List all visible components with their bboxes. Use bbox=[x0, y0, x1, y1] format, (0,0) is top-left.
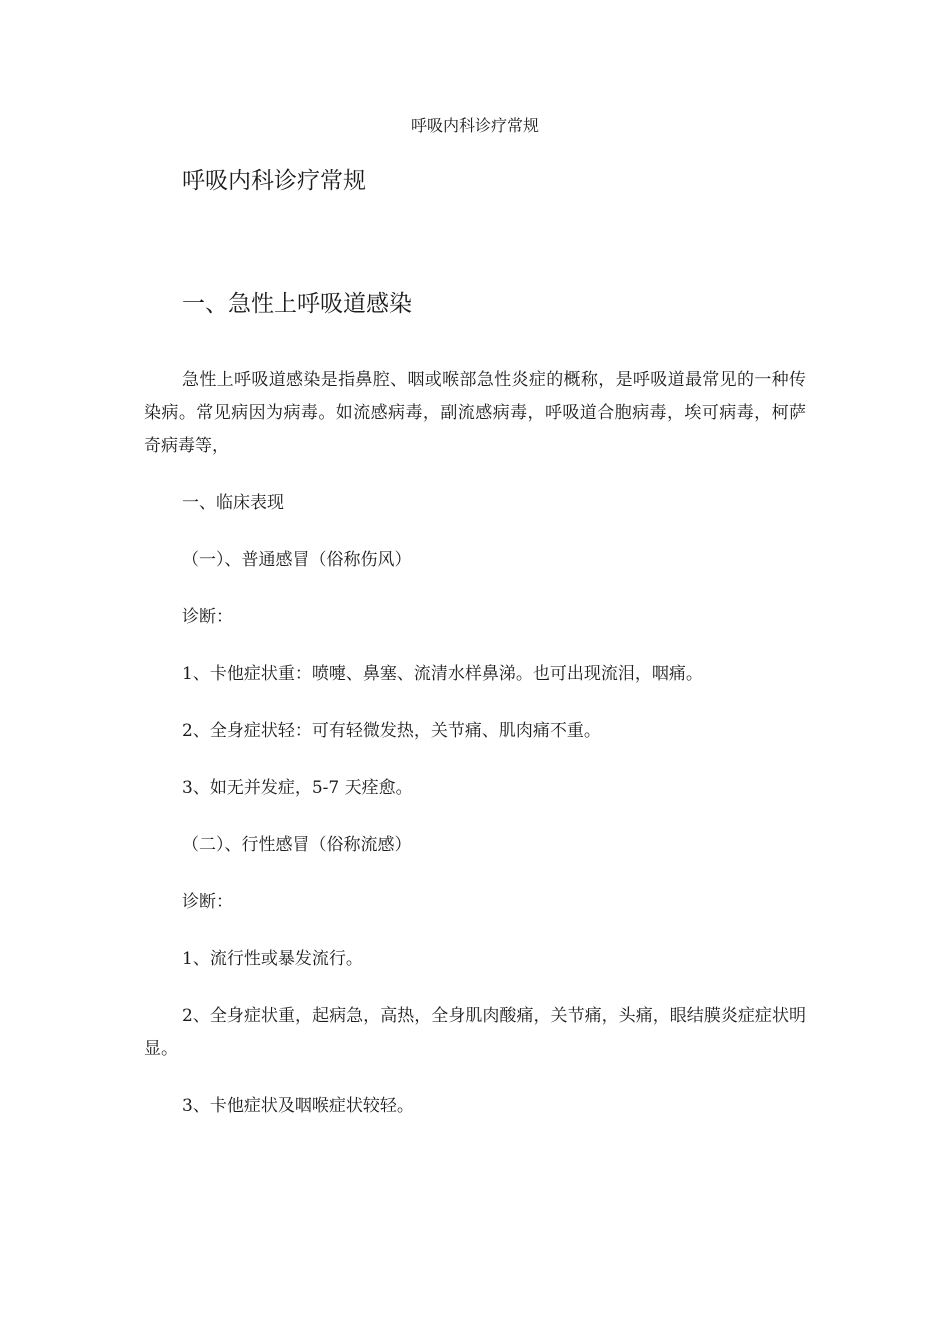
page-header: 呼吸内科诊疗常规 bbox=[410, 116, 539, 135]
paragraph-item: 2、全身症状重，起病急，高热，全身肌肉酸痛，关节痛，头痛，眼结膜炎症症状明显。 bbox=[144, 1006, 806, 1059]
paragraph-diagnosis-label: 诊断： bbox=[182, 607, 233, 627]
paragraph-item: 1、卡他症状重：喷嚏、鼻塞、流清水样鼻涕。也可出现流泪，咽痛。 bbox=[182, 664, 703, 684]
paragraph-item: 2、全身症状轻：可有轻微发热，关节痛、肌肉痛不重。 bbox=[182, 721, 601, 741]
section-title: 一、急性上呼吸道感染 bbox=[182, 291, 412, 317]
paragraph-item: 1、流行性或暴发流行。 bbox=[182, 949, 363, 969]
paragraph-clinical-heading: 一、临床表现 bbox=[182, 493, 284, 513]
paragraph-intro: 急性上呼吸道感染是指鼻腔、咽或喉部急性炎症的概称，是呼吸道最常见的一种传染病。常见病因为病毒。如流感病毒，副流感病毒，呼吸道合胞病毒，埃可病毒，柯萨奇病毒等， bbox=[144, 370, 806, 456]
paragraph-subheading-influenza: （二）、行性感冒（俗称流感） bbox=[182, 835, 412, 855]
paragraph-subheading-common-cold: （一）、普通感冒（俗称伤风） bbox=[182, 550, 412, 570]
document-title: 呼吸内科诊疗常规 bbox=[182, 168, 366, 194]
paragraph-item: 3、如无并发症，5-7 天痊愈。 bbox=[182, 778, 413, 798]
paragraph-diagnosis-label: 诊断： bbox=[182, 892, 233, 912]
paragraph-item: 3、卡他症状及咽喉症状较轻。 bbox=[182, 1096, 414, 1116]
document-body bbox=[144, 364, 806, 1123]
